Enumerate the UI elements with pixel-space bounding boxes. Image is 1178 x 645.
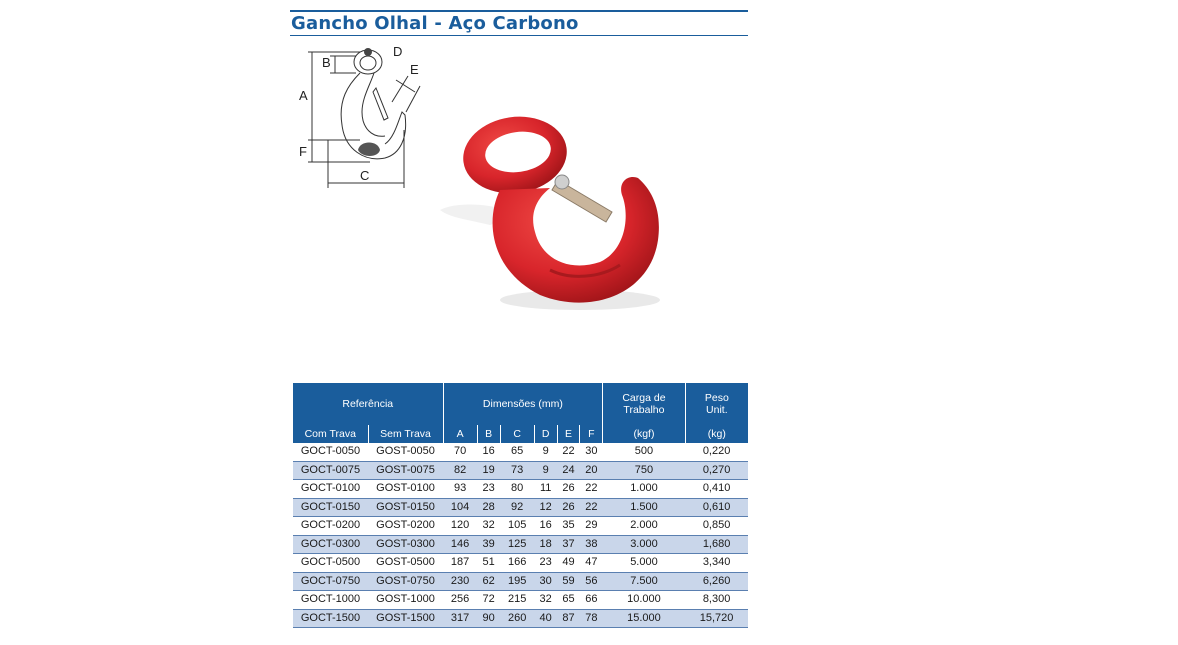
cell-a: 146 — [443, 535, 477, 554]
cell-d: 11 — [534, 480, 557, 499]
cell-f: 22 — [580, 498, 603, 517]
specifications-table-body — [293, 443, 748, 628]
cell-com-trava: GOCT-0075 — [293, 461, 368, 480]
cell-sem-trava: GOST-0200 — [368, 517, 443, 536]
diagram-label-c: C — [360, 168, 370, 183]
cell-b: 72 — [477, 591, 500, 610]
cell-sem-trava: GOST-0300 — [368, 535, 443, 554]
cell-com-trava: GOCT-0100 — [293, 480, 368, 499]
cell-e: 37 — [557, 535, 580, 554]
cell-carga-kgf: 7.500 — [603, 572, 685, 591]
cell-e: 24 — [557, 461, 580, 480]
cell-peso-kg: 15,720 — [685, 609, 748, 628]
cell-carga-kgf: 15.000 — [603, 609, 685, 628]
cell-sem-trava: GOST-0750 — [368, 572, 443, 591]
cell-peso-kg: 8,300 — [685, 591, 748, 610]
cell-d: 30 — [534, 572, 557, 591]
cell-sem-trava: GOST-0100 — [368, 480, 443, 499]
cell-e: 35 — [557, 517, 580, 536]
table-row — [293, 609, 748, 628]
cell-c: 260 — [500, 609, 534, 628]
cell-d: 9 — [534, 461, 557, 480]
title-rule-bottom — [290, 35, 748, 36]
table-row — [293, 498, 748, 517]
cell-d: 16 — [534, 517, 557, 536]
cell-com-trava: GOCT-0500 — [293, 554, 368, 573]
cell-com-trava: GOCT-1500 — [293, 609, 368, 628]
subheader-b: B — [477, 425, 500, 443]
cell-b: 19 — [477, 461, 500, 480]
cell-e: 26 — [557, 498, 580, 517]
cell-f: 30 — [580, 443, 603, 461]
cell-peso-kg: 6,260 — [685, 572, 748, 591]
cell-f: 22 — [580, 480, 603, 499]
cell-d: 18 — [534, 535, 557, 554]
subheader-kg: (kg) — [685, 425, 748, 443]
cell-carga-kgf: 1.500 — [603, 498, 685, 517]
cell-a: 256 — [443, 591, 477, 610]
cell-b: 32 — [477, 517, 500, 536]
cell-b: 51 — [477, 554, 500, 573]
cell-peso-kg: 0,410 — [685, 480, 748, 499]
table-row — [293, 572, 748, 591]
header-referencia: Referência — [293, 383, 443, 425]
header-carga-line1: Carga de — [622, 392, 666, 404]
cell-d: 40 — [534, 609, 557, 628]
cell-com-trava: GOCT-0050 — [293, 443, 368, 461]
cell-b: 16 — [477, 443, 500, 461]
cell-carga-kgf: 2.000 — [603, 517, 685, 536]
cell-peso-kg: 1,680 — [685, 535, 748, 554]
cell-b: 39 — [477, 535, 500, 554]
cell-sem-trava: GOST-1500 — [368, 609, 443, 628]
diagram-label-a: A — [299, 88, 308, 103]
header-peso-line2: Unit. — [706, 404, 728, 416]
table-row — [293, 480, 748, 499]
header-peso-line1: Peso — [704, 392, 729, 404]
cell-com-trava: GOCT-0200 — [293, 517, 368, 536]
subheader-e: E — [557, 425, 580, 443]
cell-a: 317 — [443, 609, 477, 628]
subheader-com-trava: Com Trava — [293, 425, 368, 443]
table-row — [293, 443, 748, 461]
subheader-d: D — [534, 425, 557, 443]
cell-f: 78 — [580, 609, 603, 628]
cell-sem-trava: GOST-0150 — [368, 498, 443, 517]
table-row — [293, 461, 748, 480]
cell-a: 70 — [443, 443, 477, 461]
cell-c: 215 — [500, 591, 534, 610]
subheader-a: A — [443, 425, 477, 443]
cell-com-trava: GOCT-0300 — [293, 535, 368, 554]
cell-carga-kgf: 10.000 — [603, 591, 685, 610]
cell-c: 195 — [500, 572, 534, 591]
cell-b: 62 — [477, 572, 500, 591]
cell-carga-kgf: 500 — [603, 443, 685, 461]
cell-peso-kg: 0,610 — [685, 498, 748, 517]
cell-f: 66 — [580, 591, 603, 610]
cell-a: 104 — [443, 498, 477, 517]
header-carga-line2: Trabalho — [623, 404, 665, 416]
cell-b: 28 — [477, 498, 500, 517]
cell-com-trava: GOCT-1000 — [293, 591, 368, 610]
cell-c: 125 — [500, 535, 534, 554]
cell-a: 82 — [443, 461, 477, 480]
diagram-label-d: D — [393, 44, 403, 59]
cell-d: 9 — [534, 443, 557, 461]
hook-dimension-diagram — [290, 40, 430, 195]
table-row — [293, 554, 748, 573]
page-title: Gancho Olhal - Aço Carbono — [291, 13, 579, 34]
cell-carga-kgf: 750 — [603, 461, 685, 480]
diagram-label-f: F — [299, 144, 307, 159]
cell-c: 92 — [500, 498, 534, 517]
cell-c: 65 — [500, 443, 534, 461]
cell-sem-trava: GOST-0075 — [368, 461, 443, 480]
cell-f: 47 — [580, 554, 603, 573]
diagram-label-e: E — [410, 62, 419, 77]
cell-f: 29 — [580, 517, 603, 536]
cell-d: 23 — [534, 554, 557, 573]
cell-e: 49 — [557, 554, 580, 573]
subheader-c: C — [500, 425, 534, 443]
subheader-sem-trava: Sem Trava — [368, 425, 443, 443]
cell-peso-kg: 0,270 — [685, 461, 748, 480]
cell-e: 26 — [557, 480, 580, 499]
header-peso — [685, 383, 748, 425]
subheader-f: F — [580, 425, 603, 443]
cell-f: 20 — [580, 461, 603, 480]
cell-e: 65 — [557, 591, 580, 610]
cell-a: 187 — [443, 554, 477, 573]
cell-sem-trava: GOST-1000 — [368, 591, 443, 610]
cell-c: 73 — [500, 461, 534, 480]
cell-d: 32 — [534, 591, 557, 610]
cell-d: 12 — [534, 498, 557, 517]
cell-sem-trava: GOST-0500 — [368, 554, 443, 573]
table-row — [293, 517, 748, 536]
hook-product-image — [430, 110, 680, 320]
table-row — [293, 535, 748, 554]
cell-carga-kgf: 1.000 — [603, 480, 685, 499]
cell-c: 166 — [500, 554, 534, 573]
cell-carga-kgf: 5.000 — [603, 554, 685, 573]
table-row — [293, 591, 748, 610]
subheader-kgf: (kgf) — [603, 425, 685, 443]
cell-peso-kg: 0,850 — [685, 517, 748, 536]
cell-e: 87 — [557, 609, 580, 628]
cell-a: 93 — [443, 480, 477, 499]
cell-a: 120 — [443, 517, 477, 536]
cell-com-trava: GOCT-0750 — [293, 572, 368, 591]
cell-peso-kg: 0,220 — [685, 443, 748, 461]
cell-c: 105 — [500, 517, 534, 536]
diagram-label-b: B — [322, 55, 331, 70]
cell-sem-trava: GOST-0050 — [368, 443, 443, 461]
cell-peso-kg: 3,340 — [685, 554, 748, 573]
specifications-table — [293, 383, 748, 628]
cell-e: 59 — [557, 572, 580, 591]
cell-carga-kgf: 3.000 — [603, 535, 685, 554]
header-carga — [603, 383, 685, 425]
title-rule-top — [290, 10, 748, 12]
cell-f: 38 — [580, 535, 603, 554]
cell-b: 23 — [477, 480, 500, 499]
header-dimensoes: Dimensões (mm) — [443, 383, 603, 425]
cell-f: 56 — [580, 572, 603, 591]
cell-c: 80 — [500, 480, 534, 499]
cell-b: 90 — [477, 609, 500, 628]
cell-a: 230 — [443, 572, 477, 591]
cell-e: 22 — [557, 443, 580, 461]
cell-com-trava: GOCT-0150 — [293, 498, 368, 517]
